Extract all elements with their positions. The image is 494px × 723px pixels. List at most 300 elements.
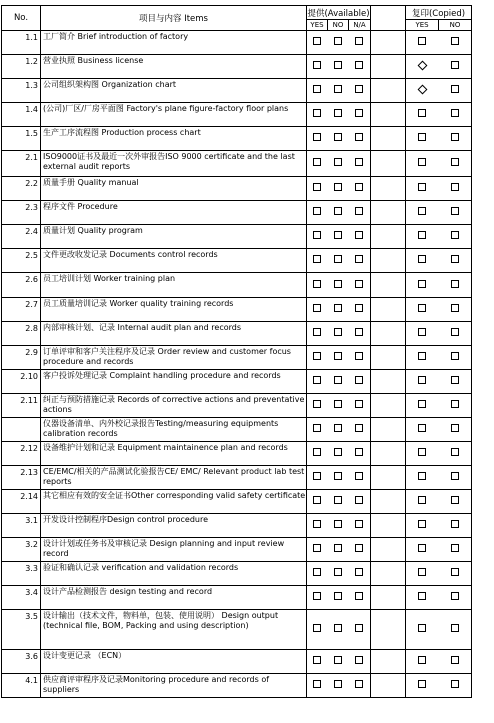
checkbox-icon[interactable] (334, 85, 342, 93)
copied-yes-checkbox[interactable] (406, 273, 439, 298)
copied-yes-checkbox[interactable] (406, 298, 439, 322)
copied-yes-checkbox[interactable] (406, 538, 439, 562)
table-row (2, 298, 472, 322)
checkbox-icon[interactable] (355, 207, 363, 215)
available-yes-checkbox[interactable] (307, 225, 328, 249)
checkbox-icon[interactable] (313, 158, 321, 166)
checkbox-icon[interactable] (451, 231, 459, 239)
copied-no-checkbox[interactable] (439, 177, 472, 201)
available-na-checkbox[interactable] (349, 322, 371, 346)
available-na-checkbox[interactable] (349, 79, 371, 103)
available-no-checkbox[interactable] (328, 610, 349, 650)
copied-no-checkbox[interactable] (439, 538, 472, 562)
checkbox-icon[interactable] (313, 624, 321, 632)
checkbox-icon[interactable] (334, 424, 342, 432)
copied-yes-checkbox[interactable] (406, 650, 439, 674)
row-spacer (371, 418, 406, 442)
checkbox-icon[interactable] (334, 496, 342, 504)
checkbox-icon[interactable] (334, 183, 342, 191)
checkbox-icon[interactable] (418, 255, 426, 263)
diamond-checkbox-icon[interactable] (417, 60, 427, 70)
checkbox-icon[interactable] (418, 352, 426, 360)
table-row (2, 346, 472, 370)
checkbox-icon[interactable] (451, 183, 459, 191)
checkbox-icon[interactable] (334, 568, 342, 576)
available-na-checkbox[interactable] (349, 586, 371, 610)
available-na-checkbox[interactable] (349, 225, 371, 249)
checkbox-icon[interactable] (418, 231, 426, 239)
copied-no-checkbox[interactable] (439, 249, 472, 273)
checkbox-icon[interactable] (313, 37, 321, 45)
available-yes-checkbox[interactable] (307, 79, 328, 103)
available-na-checkbox[interactable] (349, 514, 371, 538)
checkbox-icon[interactable] (355, 496, 363, 504)
col-header-copied-yes: YES (406, 20, 439, 31)
available-no-checkbox[interactable] (328, 418, 349, 442)
checkbox-icon[interactable] (334, 448, 342, 456)
checkbox-icon[interactable] (313, 568, 321, 576)
checkbox-icon[interactable] (334, 544, 342, 552)
available-yes-checkbox[interactable] (307, 55, 328, 79)
available-na-checkbox[interactable] (349, 273, 371, 298)
copied-no-checkbox[interactable] (439, 466, 472, 490)
checkbox-icon[interactable] (418, 544, 426, 552)
available-yes-checkbox[interactable] (307, 151, 328, 177)
checkbox-icon[interactable] (313, 544, 321, 552)
copied-no-checkbox[interactable] (439, 610, 472, 650)
available-na-checkbox[interactable] (349, 31, 371, 55)
copied-yes-checkbox[interactable] (406, 55, 439, 79)
checkbox-icon[interactable] (313, 656, 321, 664)
checkbox-icon[interactable] (418, 37, 426, 45)
copied-no-checkbox[interactable] (439, 346, 472, 370)
checkbox-icon[interactable] (355, 280, 363, 288)
checkbox-icon[interactable] (334, 231, 342, 239)
checkbox-icon[interactable] (334, 255, 342, 263)
copied-no-checkbox[interactable] (439, 225, 472, 249)
row-number: 4.1 (2, 674, 41, 698)
checkbox-icon[interactable] (418, 207, 426, 215)
checkbox-icon[interactable] (355, 424, 363, 432)
available-na-checkbox[interactable] (349, 442, 371, 466)
checkbox-icon[interactable] (313, 304, 321, 312)
available-na-checkbox[interactable] (349, 298, 371, 322)
col-header-available: 提供(Available) (307, 6, 371, 20)
checkbox-icon[interactable] (334, 133, 342, 141)
row-item-text: 程序文件 Procedure (41, 201, 307, 225)
available-na-checkbox[interactable] (349, 538, 371, 562)
available-no-checkbox[interactable] (328, 514, 349, 538)
checkbox-icon[interactable] (418, 304, 426, 312)
checkbox-icon[interactable] (355, 448, 363, 456)
checkbox-icon[interactable] (418, 592, 426, 600)
table-row (2, 249, 472, 273)
copied-yes-checkbox[interactable] (406, 562, 439, 586)
diamond-checkbox-icon[interactable] (417, 84, 427, 94)
checkbox-icon[interactable] (334, 352, 342, 360)
available-yes-checkbox[interactable] (307, 650, 328, 674)
checkbox-icon[interactable] (418, 496, 426, 504)
available-no-checkbox[interactable] (328, 490, 349, 514)
checkbox-icon[interactable] (451, 568, 459, 576)
copied-no-checkbox[interactable] (439, 650, 472, 674)
checkbox-icon[interactable] (418, 400, 426, 408)
checkbox-icon[interactable] (355, 520, 363, 528)
checkbox-icon[interactable] (355, 37, 363, 45)
row-item-text: ISO9000证书及最近一次外审报告ISO 9000 certificate and the last external audit reports (41, 151, 307, 177)
copied-no-checkbox[interactable] (439, 273, 472, 298)
available-no-checkbox[interactable] (328, 201, 349, 225)
available-yes-checkbox[interactable] (307, 394, 328, 418)
copied-yes-checkbox[interactable] (406, 225, 439, 249)
checkbox-icon[interactable] (451, 158, 459, 166)
checkbox-icon[interactable] (451, 520, 459, 528)
checkbox-icon[interactable] (334, 158, 342, 166)
checkbox-icon[interactable] (334, 520, 342, 528)
checkbox-icon[interactable] (313, 207, 321, 215)
checklist-table (1, 5, 472, 698)
copied-no-checkbox[interactable] (439, 322, 472, 346)
table-row (2, 322, 472, 346)
checkbox-icon[interactable] (334, 656, 342, 664)
checkbox-icon[interactable] (418, 520, 426, 528)
copied-no-checkbox[interactable] (439, 442, 472, 466)
copied-no-checkbox[interactable] (439, 55, 472, 79)
checkbox-icon[interactable] (313, 133, 321, 141)
checkbox-icon[interactable] (355, 61, 363, 69)
checkbox-icon[interactable] (313, 280, 321, 288)
row-number: 3.2 (2, 538, 41, 562)
available-yes-checkbox[interactable] (307, 322, 328, 346)
copied-no-checkbox[interactable] (439, 201, 472, 225)
checkbox-icon[interactable] (451, 85, 459, 93)
checkbox-icon[interactable] (313, 592, 321, 600)
available-yes-checkbox[interactable] (307, 442, 328, 466)
available-no-checkbox[interactable] (328, 322, 349, 346)
copied-yes-checkbox[interactable] (406, 79, 439, 103)
checkbox-icon[interactable] (451, 352, 459, 360)
available-yes-checkbox[interactable] (307, 273, 328, 298)
checkbox-icon[interactable] (355, 568, 363, 576)
available-yes-checkbox[interactable] (307, 610, 328, 650)
available-na-checkbox[interactable] (349, 610, 371, 650)
copied-no-checkbox[interactable] (439, 586, 472, 610)
checkbox-icon[interactable] (355, 400, 363, 408)
checkbox-icon[interactable] (313, 183, 321, 191)
row-number: 2.3 (2, 201, 41, 225)
checkbox-icon[interactable] (313, 496, 321, 504)
row-spacer (371, 225, 406, 249)
copied-yes-checkbox[interactable] (406, 249, 439, 273)
available-no-checkbox[interactable] (328, 103, 349, 127)
available-no-checkbox[interactable] (328, 31, 349, 55)
available-na-checkbox[interactable] (349, 394, 371, 418)
checkbox-icon[interactable] (334, 109, 342, 117)
available-na-checkbox[interactable] (349, 127, 371, 151)
copied-yes-checkbox[interactable] (406, 466, 439, 490)
checkbox-icon[interactable] (418, 472, 426, 480)
copied-no-checkbox[interactable] (439, 31, 472, 55)
available-no-checkbox[interactable] (328, 442, 349, 466)
checkbox-icon[interactable] (451, 680, 459, 688)
checkbox-icon[interactable] (334, 624, 342, 632)
available-yes-checkbox[interactable] (307, 103, 328, 127)
available-yes-checkbox[interactable] (307, 586, 328, 610)
available-na-checkbox[interactable] (349, 674, 371, 698)
checkbox-icon[interactable] (451, 376, 459, 384)
checkbox-icon[interactable] (313, 352, 321, 360)
checkbox-icon[interactable] (355, 183, 363, 191)
checkbox-icon[interactable] (313, 61, 321, 69)
copied-yes-checkbox[interactable] (406, 442, 439, 466)
available-yes-checkbox[interactable] (307, 249, 328, 273)
checkbox-icon[interactable] (451, 448, 459, 456)
available-yes-checkbox[interactable] (307, 31, 328, 55)
checkbox-icon[interactable] (451, 37, 459, 45)
available-yes-checkbox[interactable] (307, 298, 328, 322)
available-yes-checkbox[interactable] (307, 466, 328, 490)
checkbox-icon[interactable] (313, 472, 321, 480)
row-item-text: 员工培训计划 Worker training plan (41, 273, 307, 298)
available-no-checkbox[interactable] (328, 55, 349, 79)
checkbox-icon[interactable] (418, 280, 426, 288)
checkbox-icon[interactable] (355, 656, 363, 664)
row-spacer (371, 298, 406, 322)
row-item-text: 公司组织架构图 Organization chart (41, 79, 307, 103)
checkbox-icon[interactable] (355, 328, 363, 336)
checkbox-icon[interactable] (418, 424, 426, 432)
checkbox-icon[interactable] (451, 61, 459, 69)
checkbox-icon[interactable] (355, 158, 363, 166)
copied-yes-checkbox[interactable] (406, 514, 439, 538)
checkbox-icon[interactable] (451, 544, 459, 552)
available-na-checkbox[interactable] (349, 490, 371, 514)
checkbox-icon[interactable] (418, 624, 426, 632)
available-na-checkbox[interactable] (349, 177, 371, 201)
checkbox-icon[interactable] (355, 352, 363, 360)
row-number: 3.6 (2, 650, 41, 674)
checkbox-icon[interactable] (355, 85, 363, 93)
copied-no-checkbox[interactable] (439, 394, 472, 418)
available-na-checkbox[interactable] (349, 562, 371, 586)
table-row (2, 103, 472, 127)
row-spacer (371, 370, 406, 394)
available-no-checkbox[interactable] (328, 346, 349, 370)
available-no-checkbox[interactable] (328, 127, 349, 151)
available-no-checkbox[interactable] (328, 562, 349, 586)
copied-yes-checkbox[interactable] (406, 674, 439, 698)
table-row (2, 538, 472, 562)
checkbox-icon[interactable] (313, 520, 321, 528)
checkbox-icon[interactable] (418, 376, 426, 384)
checkbox-icon[interactable] (355, 592, 363, 600)
available-na-checkbox[interactable] (349, 466, 371, 490)
checkbox-icon[interactable] (334, 400, 342, 408)
checkbox-icon[interactable] (451, 592, 459, 600)
copied-no-checkbox[interactable] (439, 418, 472, 442)
checkbox-icon[interactable] (451, 496, 459, 504)
available-na-checkbox[interactable] (349, 370, 371, 394)
available-na-checkbox[interactable] (349, 103, 371, 127)
available-yes-checkbox[interactable] (307, 562, 328, 586)
available-no-checkbox[interactable] (328, 151, 349, 177)
checkbox-icon[interactable] (418, 133, 426, 141)
checkbox-icon[interactable] (334, 328, 342, 336)
available-yes-checkbox[interactable] (307, 514, 328, 538)
available-no-checkbox[interactable] (328, 394, 349, 418)
checkbox-icon[interactable] (355, 304, 363, 312)
row-number: 2.13 (2, 466, 41, 490)
copied-yes-checkbox[interactable] (406, 586, 439, 610)
available-yes-checkbox[interactable] (307, 490, 328, 514)
available-yes-checkbox[interactable] (307, 538, 328, 562)
copied-no-checkbox[interactable] (439, 490, 472, 514)
available-na-checkbox[interactable] (349, 151, 371, 177)
copied-no-checkbox[interactable] (439, 79, 472, 103)
checkbox-icon[interactable] (451, 109, 459, 117)
checkbox-icon[interactable] (313, 231, 321, 239)
checkbox-icon[interactable] (355, 376, 363, 384)
checkbox-icon[interactable] (313, 424, 321, 432)
checkbox-icon[interactable] (313, 680, 321, 688)
available-no-checkbox[interactable] (328, 586, 349, 610)
available-no-checkbox[interactable] (328, 674, 349, 698)
available-no-checkbox[interactable] (328, 79, 349, 103)
available-na-checkbox[interactable] (349, 201, 371, 225)
available-no-checkbox[interactable] (328, 273, 349, 298)
checkbox-icon[interactable] (334, 37, 342, 45)
available-yes-checkbox[interactable] (307, 346, 328, 370)
copied-yes-checkbox[interactable] (406, 201, 439, 225)
copied-yes-checkbox[interactable] (406, 394, 439, 418)
copied-yes-checkbox[interactable] (406, 490, 439, 514)
checkbox-icon[interactable] (451, 424, 459, 432)
checkbox-icon[interactable] (418, 183, 426, 191)
table-row (2, 225, 472, 249)
checkbox-icon[interactable] (334, 680, 342, 688)
copied-yes-checkbox[interactable] (406, 127, 439, 151)
available-na-checkbox[interactable] (349, 346, 371, 370)
available-na-checkbox[interactable] (349, 650, 371, 674)
copied-yes-checkbox[interactable] (406, 346, 439, 370)
table-row (2, 674, 472, 698)
checkbox-icon[interactable] (355, 472, 363, 480)
col-header-no: No. (2, 6, 41, 31)
checkbox-icon[interactable] (334, 207, 342, 215)
checkbox-icon[interactable] (355, 624, 363, 632)
copied-no-checkbox[interactable] (439, 298, 472, 322)
checkbox-icon[interactable] (355, 231, 363, 239)
checkbox-icon[interactable] (334, 304, 342, 312)
available-yes-checkbox[interactable] (307, 201, 328, 225)
checkbox-icon[interactable] (418, 448, 426, 456)
copied-yes-checkbox[interactable] (406, 370, 439, 394)
checkbox-icon[interactable] (418, 328, 426, 336)
checkbox-icon[interactable] (451, 472, 459, 480)
available-no-checkbox[interactable] (328, 650, 349, 674)
available-yes-checkbox[interactable] (307, 177, 328, 201)
checkbox-icon[interactable] (334, 592, 342, 600)
checkbox-icon[interactable] (355, 680, 363, 688)
checkbox-icon[interactable] (451, 280, 459, 288)
available-yes-checkbox[interactable] (307, 370, 328, 394)
checkbox-icon[interactable] (451, 304, 459, 312)
checkbox-icon[interactable] (451, 133, 459, 141)
checkbox-icon[interactable] (313, 109, 321, 117)
copied-no-checkbox[interactable] (439, 103, 472, 127)
copied-yes-checkbox[interactable] (406, 103, 439, 127)
checkbox-icon[interactable] (313, 376, 321, 384)
row-spacer (371, 610, 406, 650)
checkbox-icon[interactable] (451, 656, 459, 664)
checkbox-icon[interactable] (418, 158, 426, 166)
checkbox-icon[interactable] (313, 85, 321, 93)
checkbox-icon[interactable] (451, 207, 459, 215)
row-number: 2.10 (2, 370, 41, 394)
available-no-checkbox[interactable] (328, 225, 349, 249)
available-no-checkbox[interactable] (328, 177, 349, 201)
copied-no-checkbox[interactable] (439, 127, 472, 151)
checkbox-icon[interactable] (355, 544, 363, 552)
copied-no-checkbox[interactable] (439, 514, 472, 538)
available-na-checkbox[interactable] (349, 55, 371, 79)
checkbox-icon[interactable] (313, 400, 321, 408)
checkbox-icon[interactable] (451, 624, 459, 632)
copied-no-checkbox[interactable] (439, 562, 472, 586)
checkbox-icon[interactable] (334, 376, 342, 384)
checkbox-icon[interactable] (334, 472, 342, 480)
available-yes-checkbox[interactable] (307, 674, 328, 698)
checkbox-icon[interactable] (418, 656, 426, 664)
copied-yes-checkbox[interactable] (406, 610, 439, 650)
checkbox-icon[interactable] (418, 568, 426, 576)
checkbox-icon[interactable] (451, 400, 459, 408)
copied-yes-checkbox[interactable] (406, 418, 439, 442)
checkbox-icon[interactable] (313, 328, 321, 336)
copied-no-checkbox[interactable] (439, 674, 472, 698)
checkbox-icon[interactable] (313, 448, 321, 456)
row-item-text: 纠正与预防措施记录 Records of corrective actions and preventative actions (41, 394, 307, 418)
available-na-checkbox[interactable] (349, 418, 371, 442)
row-spacer (371, 490, 406, 514)
checkbox-icon[interactable] (334, 280, 342, 288)
copied-yes-checkbox[interactable] (406, 151, 439, 177)
checkbox-icon[interactable] (334, 61, 342, 69)
checkbox-icon[interactable] (355, 255, 363, 263)
copied-no-checkbox[interactable] (439, 151, 472, 177)
available-yes-checkbox[interactable] (307, 127, 328, 151)
checkbox-icon[interactable] (418, 109, 426, 117)
copied-yes-checkbox[interactable] (406, 177, 439, 201)
available-no-checkbox[interactable] (328, 538, 349, 562)
available-yes-checkbox[interactable] (307, 418, 328, 442)
checkbox-icon[interactable] (451, 255, 459, 263)
copied-no-checkbox[interactable] (439, 370, 472, 394)
available-no-checkbox[interactable] (328, 298, 349, 322)
checkbox-icon[interactable] (418, 680, 426, 688)
available-no-checkbox[interactable] (328, 370, 349, 394)
copied-yes-checkbox[interactable] (406, 31, 439, 55)
copied-yes-checkbox[interactable] (406, 322, 439, 346)
checkbox-icon[interactable] (355, 109, 363, 117)
checkbox-icon[interactable] (451, 328, 459, 336)
available-no-checkbox[interactable] (328, 466, 349, 490)
checkbox-icon[interactable] (313, 255, 321, 263)
row-item-text: 供应商评审程序及记录Monitoring procedure and records of suppliers (41, 674, 307, 698)
available-na-checkbox[interactable] (349, 249, 371, 273)
checkbox-icon[interactable] (355, 133, 363, 141)
available-no-checkbox[interactable] (328, 249, 349, 273)
